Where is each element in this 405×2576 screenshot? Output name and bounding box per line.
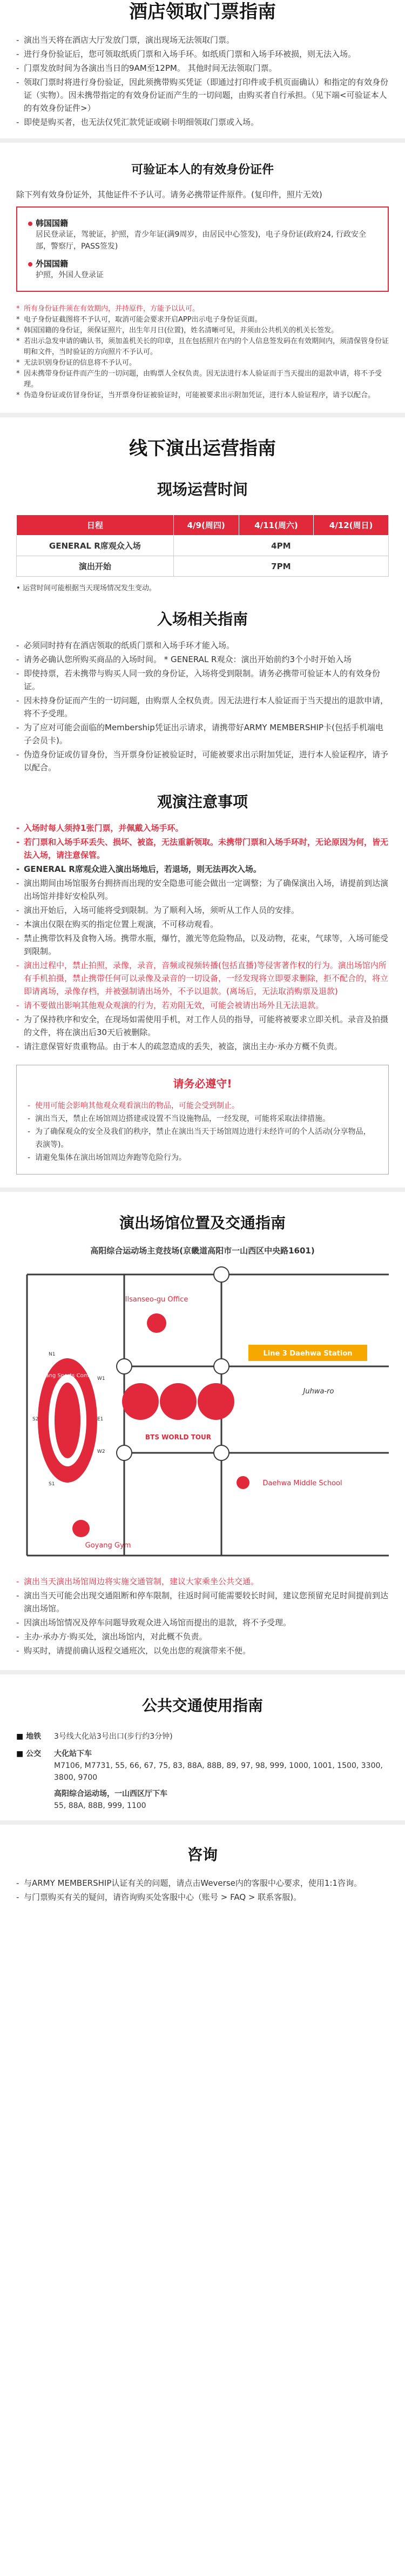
map-svg	[16, 1264, 389, 1566]
venue-notes-list	[0, 1575, 405, 1657]
id-box	[16, 206, 389, 292]
office-label: Ilsanseo-gu Office	[125, 1296, 188, 1304]
venue-header	[0, 1211, 405, 1235]
list-item: - 入场时每人须持1张门票，并佩戴入场手环。	[16, 822, 389, 835]
foreign-nationality-title: 外国国籍	[28, 258, 377, 269]
warning-box	[16, 1065, 389, 1174]
venue-map	[16, 1264, 389, 1566]
list-item: * 所有身份证件须在有效期内，并持原件，方能予以认可。	[16, 304, 389, 315]
list-item: - 若门票和入场手环丢失、损坏、被盗，无法重新领取。未携带门票和入场手环时，无论原因为何，皆无法入场，请注意保管。	[16, 836, 389, 862]
gate-label: S1	[49, 1481, 55, 1487]
cautions-title: 观演注意事项	[155, 790, 250, 814]
transport-title: 公共交通使用指南	[140, 1694, 265, 1718]
tour-logo	[122, 1383, 234, 1420]
list-item: * 因未携带身份证件而产生的一切问题，由购票人全权负责。因无法进行本人验证而于当天提出的退款申请，将不予受理。	[16, 369, 389, 390]
transport-block	[0, 1731, 405, 1812]
office-marker	[147, 1313, 166, 1333]
bullet-icon	[28, 222, 32, 226]
bus-stop-2: 高阳综合运动场，一山西区厅下车	[54, 1790, 167, 1798]
table-row	[17, 556, 389, 577]
bus-details	[54, 1748, 389, 1812]
entry-header	[0, 608, 405, 631]
table-header-cell: 4/9(周四)	[173, 515, 239, 536]
tour-label: BTS WORLD TOUR	[145, 1433, 211, 1441]
entry-notes-list	[0, 639, 405, 774]
list-item: - 为了确保观众的安全及我们的秩序，禁止在演出当天于场馆周边进行未经许可的个人活动(分享物品，表演等)。	[28, 1125, 377, 1151]
gate-label: W1	[97, 1376, 105, 1382]
table-row-value: 7PM	[173, 556, 388, 577]
list-item: - 使用可能会影响其他观众观看演出的物品，可能会受到制止。	[28, 1099, 377, 1112]
contact-header	[0, 1843, 405, 1867]
korean-nationality-text: 居民登录证，驾驶证，护照，青少年证(满9周岁，由居民中心签发)，电子身份证(政府24, 行政安全部，警察厅，PASS签发)	[36, 230, 367, 251]
station-label: Line 3 Daehwa Station	[263, 1350, 353, 1358]
list-item: - 演出当天演出场馆周边将实施交通管制，建议大家乘坐公共交通。	[16, 1575, 389, 1588]
list-item: - 即使是购买者，也无法仅凭汇款凭证或刷卡明细领取门票或入场。	[16, 116, 389, 129]
ops-table	[16, 515, 389, 577]
list-item: - 购买时，请提前确认返程交通班次，以免出您的观演带来不便。	[16, 1644, 389, 1657]
header	[0, 0, 405, 24]
school-label: Daehwa Middle School	[262, 1479, 342, 1487]
list-item: * 电子身份证截图将不予认可，取消可能会要求开启APP出示电子身份证页面。	[16, 315, 389, 325]
school-marker	[237, 1476, 249, 1489]
list-item: - 即使持票，若未携带与购买人同一致的身份证，入场将受到限制。请务必携带可验证本人的有效身份证。	[16, 667, 389, 693]
bus-label: ■ 公交	[16, 1748, 54, 1812]
list-item: - 请不要做出影响其他观众观演的行为，若劝阻无效，可能会被请出场外且无法退款。	[16, 999, 389, 1012]
onsite-footnote: • 运营时间可能根据当天现场情况发生变动。	[16, 584, 156, 592]
table-row-label: 演出开始	[17, 556, 174, 577]
list-item: - 禁止携带饮料及食物入场。携带水瓶，爆竹，激光等危险物品，以及动物，花束，气球等，入场可能受到限制。	[16, 932, 389, 958]
list-item: - 演出过程中，禁止拍照，录像，录音，音频或视频转播(包括直播)等侵害著作权的行为。演出场馆内所有手机拍摄，禁止携带任何可以录像及录音的一切设备，一经发现将立即要求删除，拒不配合的，将立即请离场，录像存档，并被强制请出场外，不予以退款。(离场后，无法取消购票及退款)	[16, 959, 389, 998]
divider	[0, 1820, 405, 1825]
list-item: - 为了保持秩序和安全，在现场如需使用手机，对工作人员的指导，可能将被要求立即关机。录音及拍摄的文件，将在演出后30天后被删除。	[16, 1013, 389, 1039]
list-item: * 伪造身份证或仿冒身份证，当开票身份证被验证时，可能被要求出示附加凭证，进行本人验证程序，请予以配合。	[16, 390, 389, 401]
id-section-header	[0, 162, 405, 178]
subway-label: ■ 地铁	[16, 1731, 54, 1743]
warning-list	[28, 1099, 377, 1164]
transport-subway	[16, 1731, 389, 1743]
list-item: - 门票发放时间为各演出当日的9AM至12PM。 其他时间无法领取门票。	[16, 62, 389, 75]
gym-marker	[72, 1520, 90, 1537]
list-item: - 请注意保管好贵重物品。由于本人的疏忽造成的丢失，被盗，演出主办·承办方概不负责。	[16, 1040, 389, 1053]
list-item: - 与ARMY MEMBERSHIP认证有关的问题，请点击Weverse内的客服中心要求，使用1:1咨询。	[16, 1877, 389, 1890]
list-item: - 进行身份验证后，您可领取纸质门票和入场手环。如纸质门票和入场手环被损，则无法入场。	[16, 48, 389, 61]
transport-header	[0, 1694, 405, 1718]
onsite-subtitle: 现场运营时间	[155, 478, 250, 502]
id-section-title: 可验证本人的有效身份证件	[129, 162, 276, 178]
list-item: - 因演出场馆情况及停车问题导致观众进入场馆而提出的退款，将不予受理。	[16, 1616, 389, 1629]
transport-bus	[16, 1748, 389, 1812]
warning-title: 请务必遵守!	[173, 1077, 232, 1090]
stadium-label: Goyang Sports Complex	[35, 1373, 100, 1379]
table-header-cell: 4/12(周日)	[314, 515, 389, 536]
list-item: - 演出当天将在酒店大厅发放门票，演出现场无法领取门票。	[16, 34, 389, 46]
list-item: - 演出当天可能会出现交通阻断和停车限制，往返时间可能需要较长时间，建议您预留充足时间提前到达演出场馆。	[16, 1589, 389, 1615]
gym-label: Goyang Gym	[85, 1541, 131, 1550]
foreign-nationality-text: 护照，外国人登录证	[36, 271, 104, 279]
list-item: - GENERAL R席观众进入演出场地后，若退场，则无法再次入场。	[16, 863, 389, 876]
bus-lines-1: M7106, M7731, 55, 66, 67, 75, 83, 88A, 88B, 89, 97, 98, 999, 1000, 1001, 1500, 3300, 3800, 9700	[54, 1761, 383, 1782]
ops-table-header	[17, 515, 389, 536]
divider	[0, 1670, 405, 1674]
id-intro: 除下列有效身份证外，其他证件不予认可。请务必携带证件原件。(复印件，照片无效)	[16, 190, 322, 199]
venue-address: 高阳综合运动场主竞技场(京畿道高阳市一山西区中央路1601)	[90, 1246, 315, 1256]
ops-table-body	[17, 536, 389, 577]
id-notes-list	[0, 304, 405, 401]
cautions-header	[0, 790, 405, 814]
table-header-cell: 4/11(周六)	[239, 515, 314, 536]
subway-text: 3号线大化站3号出口(步行约3分钟)	[54, 1732, 173, 1741]
table-row-value: 4PM	[173, 536, 388, 556]
list-item: * 无法识别身份证的信息将不予认可。	[16, 358, 389, 369]
venue-title: 演出场馆位置及交通指南	[117, 1211, 288, 1235]
korean-nationality-title: 韩国国籍	[28, 217, 377, 229]
list-item: - 必须同时持有在酒店领取的纸质门票和入场手环才能入场。	[16, 639, 389, 652]
onsite-header	[0, 437, 405, 461]
list-item: - 演出期间由场馆服务台拥挤而出现的安全隐患可能会做出一定调整；为了确保演出入场，请提前到达演出场馆并排好安检队列。	[16, 877, 389, 903]
contact-notes-list	[0, 1877, 405, 1904]
hotel-notes-list	[0, 34, 405, 129]
list-item: - 伪造身份证或仿冒身份，当开票身份证被验证时，可能被要求出示附加凭证，进行本人验证程序，请予以配合。	[16, 748, 389, 774]
list-item: - 主办·承办方·购买处，演出场馆内，对此概不负责。	[16, 1630, 389, 1643]
table-header-cell: 日程	[17, 515, 174, 536]
list-item: - 与门票购买有关的疑问，请咨询购买处客服中心（账号 > FAQ > 联系客服)。	[16, 1891, 389, 1904]
onsite-title: 线下演出运营指南	[127, 437, 278, 461]
gate-label: E1	[97, 1417, 104, 1422]
gate-label: S2	[32, 1417, 39, 1422]
bullet-icon	[28, 262, 32, 266]
list-item: - 请务必确认您所购买商品的入场时间。 * GENERAL R观众：演出开始前约3个小时开始入场	[16, 653, 389, 666]
list-item: - 本演出仅限在购买的指定位置上观演，不可移动观看。	[16, 918, 389, 931]
list-item: - 演出开始后，入场可能将受到限制。为了顺利入场，须听从工作人员的安排。	[16, 904, 389, 917]
gate-label: W2	[97, 1449, 105, 1454]
list-item: - 请避免集体在演出场馆周边奔跑等危险行为。	[28, 1151, 377, 1164]
cautions-notes-list	[0, 822, 405, 1053]
onsite-subheader	[0, 478, 405, 502]
list-item: - 领取门票时将进行身份验证，因此须携带购买凭证（即通过打印件或手机页面确认）和指定的有效身份证（实物）。因未携带指定的有效身份证而产生的一切问题，由购买者自行承担。（见下端<可验证本人的有效身份证件>）	[16, 76, 389, 115]
page-title: 酒店领取门票指南	[127, 0, 278, 24]
contact-title: 咨询	[185, 1843, 220, 1867]
divider	[0, 138, 405, 143]
bus-lines-2: 55, 88A, 88B, 999, 1100	[54, 1801, 146, 1810]
divider	[0, 413, 405, 417]
gate-label: N1	[49, 1352, 56, 1357]
list-item: * 韩国国籍的身份证，须保证照片，出生年月日(位置)，姓名清晰可见，并须由公共机关的机关长签发。	[16, 325, 389, 336]
table-row	[17, 536, 389, 556]
entry-title: 入场相关指南	[155, 608, 250, 631]
table-row-label: GENERAL R席观众入场	[17, 536, 174, 556]
road-label: Juhwa-ro	[303, 1387, 334, 1396]
list-item: - 为了应对可能会面临的Membership凭证出示请求，请携带好ARMY MEMBERSHIP卡(包括手机端电子会员卡)。	[16, 721, 389, 747]
divider	[0, 1187, 405, 1192]
list-item: * 若出示急发申请的确认书，须加盖机关长的印章，且在包括照片在内的个人信息签发码在有效期间内，须清保管身份证明和文件，当时验证的方向照片不予认可。	[16, 336, 389, 358]
bus-stop-1: 大化站下车	[54, 1750, 92, 1758]
list-item: - 演出当天，禁止在场馆周边搭建或设置不当设施物品，一经发现，可能将采取法律措施。	[28, 1112, 377, 1125]
list-item: - 因未持身份证而产生的一切问题，由购票人全权负责。因无法进行本人验证而于当天提出的退款申请，将不予受理。	[16, 694, 389, 720]
